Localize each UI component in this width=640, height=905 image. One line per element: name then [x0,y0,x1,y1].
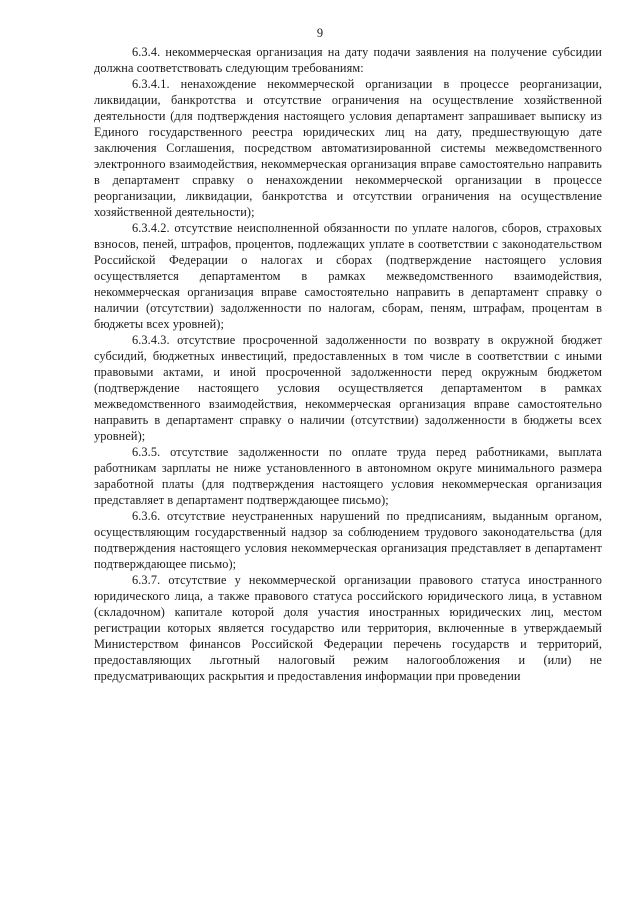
paragraph-6-3-4-2: 6.3.4.2. отсутствие неисполненной обязанности по уплате налогов, сборов, страховых взносов, пеней, штрафов, процентов, подлежащих уплате в соответствии с законодательством Российской Федерации о налогах и сборах (подтверждение настоящего условия осуществляется департаментом в рамках межведомственного взаимодействия, некоммерческая организация вправе самостоятельно направить в департамент справку о наличии (отсутствии) задолженности по налогам, сборам, пеням, штрафам, процентам в бюджеты всех уровней); [94,221,602,331]
paragraph-6-3-4-3: 6.3.4.3. отсутствие просроченной задолженности по возврату в окружной бюджет субсидий, бюджетных инвестиций, предоставленных в том числе в соответствии с иными правовыми актами, и иной просроченной задолженности перед окружным бюджетом (подтверждение настоящего условия осуществляется департаментом в рамках межведомственного взаимодействия, некоммерческая организация вправе самостоятельно направить в департамент справку о наличии (отсутствии) задолженности в бюджеты всех уровней); [94,333,602,443]
paragraph-6-3-5: 6.3.5. отсутствие задолженности по оплате труда перед работниками, выплата работникам зарплаты не ниже установленного в автономном округе минимального размера заработной платы (для подтверждения настоящего условия некоммерческая организация представляет в департамент подтверждающее письмо); [94,445,602,507]
paragraph-6-3-4: 6.3.4. некоммерческая организация на дату подачи заявления на получение субсидии должна соответствовать следующим требованиям: [94,45,602,75]
paragraph-6-3-6: 6.3.6. отсутствие неустраненных нарушений по предписаниям, выданным органом, осуществляющим государственный надзор за соблюдением трудового законодательства (для подтверждения настоящего условия некоммерческая организация представляет в департамент подтверждающее письмо); [94,509,602,571]
paragraph-6-3-7: 6.3.7. отсутствие у некоммерческой организации правового статуса иностранного юридического лица, а также правового статуса российского юридического лица, в уставном (складочном) капитале которой доля участия иностранных юридических лиц, местом регистрации которых является государство или территория, включенные в утверждаемый Министерством финансов Российской Федерации перечень государств и территорий, предоставляющих льготный налоговый режим налогообложения и (или) не предусматривающих раскрытия и предоставления информации при проведении [94,573,602,683]
page-number: 9 [316,26,324,40]
document-body [94,44,602,684]
paragraph-6-3-4-1: 6.3.4.1. ненахождение некоммерческой организации в процессе реорганизации, ликвидации, банкротства и отсутствие ограничения на осуществление хозяйственной деятельности (для подтверждения настоящего условия департамент запрашивает выписку из Единого государственного реестра юридических лиц на дату, предшествующую дате заключения Соглашения, посредством автоматизированной системы межведомственного электронного взаимодействия, некоммерческая организация вправе самостоятельно направить в департамент справку о ненахождении некоммерческой организации в процессе реорганизации, ликвидации, банкротства и отсутствии ограничения на осуществление хозяйственной деятельности); [94,77,602,219]
